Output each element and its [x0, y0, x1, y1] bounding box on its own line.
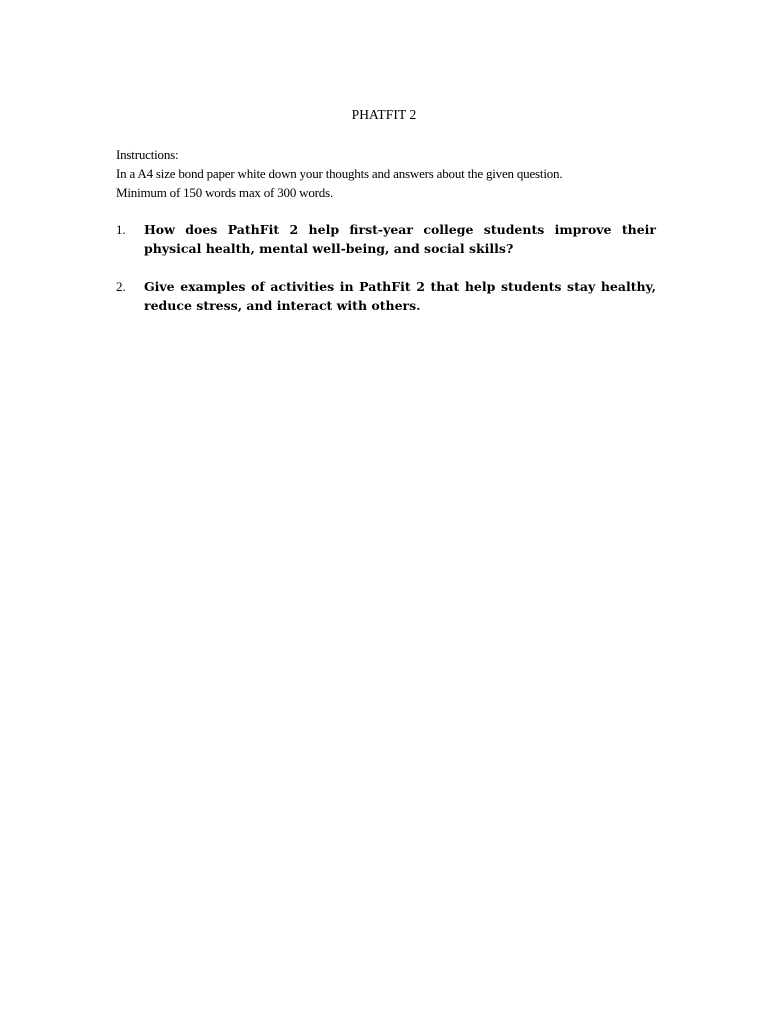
question-text: How does PathFit 2 help first-year college students improve their physical health, mental well-being, and social skills? — [144, 222, 656, 256]
instructions-line-2: Minimum of 150 words max of 300 words. — [116, 185, 333, 200]
question-item — [116, 220, 656, 258]
question-list — [116, 220, 656, 334]
question-item — [116, 277, 656, 315]
question-text: Give examples of activities in PathFit 2 that help students stay healthy, reduce stress, and interact with others. — [144, 279, 656, 313]
question-number: 2. — [116, 279, 126, 294]
instructions-line-1: In a A4 size bond paper white down your thoughts and answers about the given question. — [116, 166, 563, 181]
question-number: 1. — [116, 222, 126, 237]
instructions-heading: Instructions: — [116, 147, 179, 162]
document-title: PHATFIT 2 — [351, 107, 417, 122]
instructions-block — [116, 145, 656, 202]
